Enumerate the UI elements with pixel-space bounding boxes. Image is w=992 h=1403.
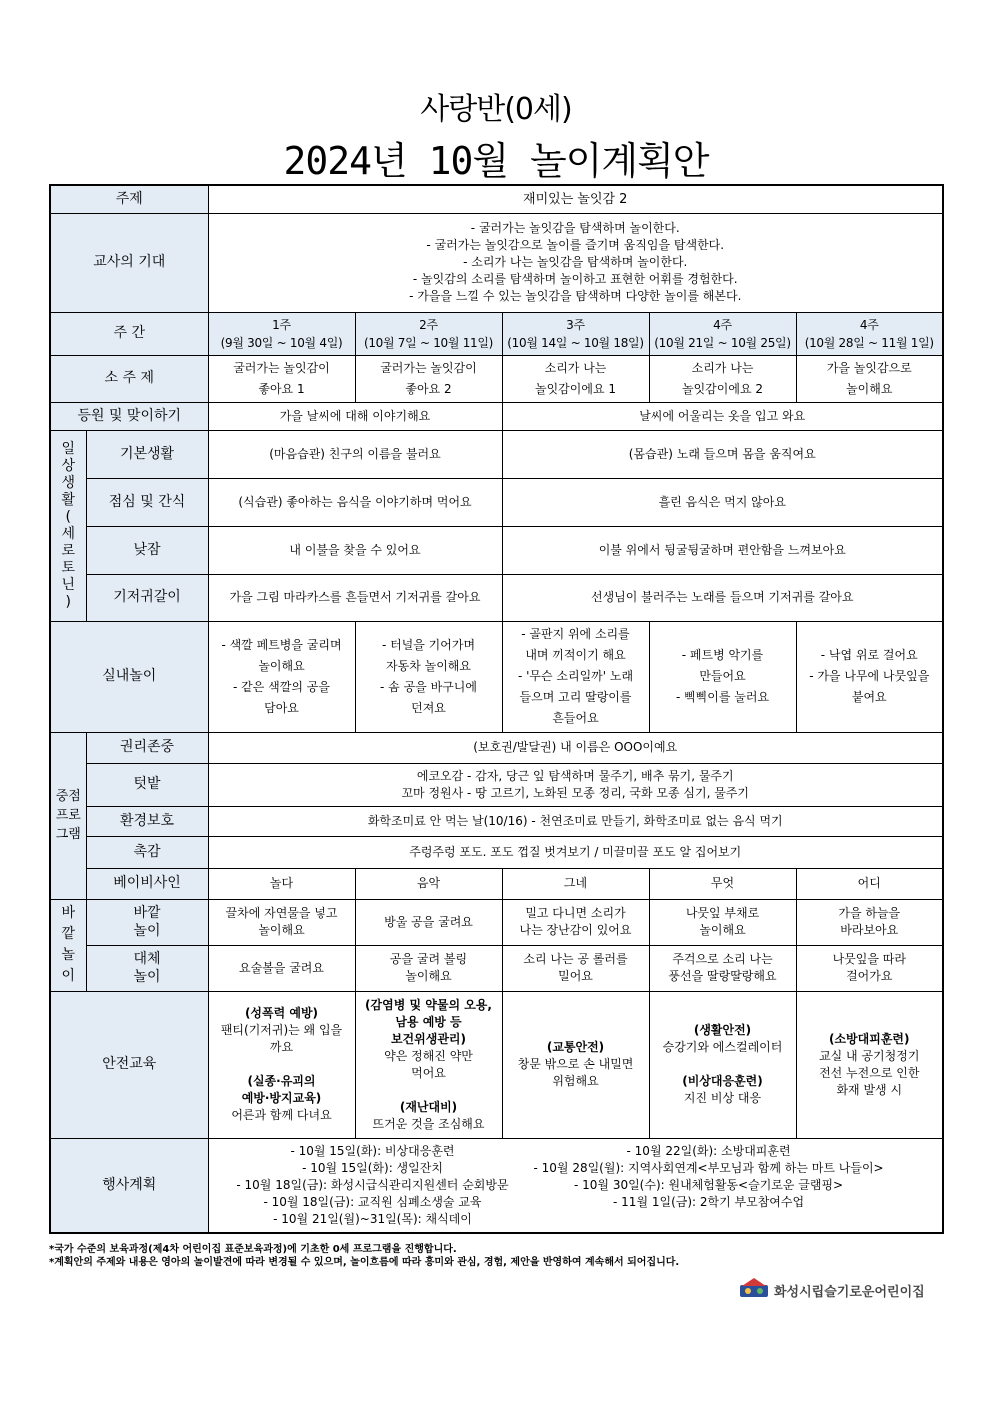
safety-cell: (생활안전) 승강기와 에스컬레이터 (비상대응훈련) 지진 비상 대응 xyxy=(649,991,796,1138)
alternative-play-cell: 소리 나는 공 롤러를 밀어요 xyxy=(502,945,649,991)
focus-group-label: 중점 프로그램 xyxy=(50,732,86,899)
event-item: - 10월 30일(수): 원내체험활동<슬기로운 글램핑> xyxy=(574,1177,844,1192)
alternative-play-cell: 요술볼을 굴려요 xyxy=(208,945,355,991)
daily-row-label: 낮잠 xyxy=(86,526,208,574)
event-item: - 10월 18일(금): 화성시급식관리지원센터 순회방문 xyxy=(236,1177,509,1192)
theme-value: 재미있는 놀잇감 2 xyxy=(208,185,943,213)
arrival-first: 가을 날씨에 대해 이야기해요 xyxy=(208,402,502,430)
alternative-play-cell: 나뭇잎을 따라 걸어가요 xyxy=(796,945,943,991)
baby-sign-label: 베이비사인 xyxy=(86,868,208,899)
school-logo xyxy=(738,1277,925,1303)
senses-value: 주렁주렁 포도. 포도 껍질 벗겨보기 / 미끌미끌 포도 알 집어보기 xyxy=(208,836,943,868)
week-header: 3주 (10월 14일 ~ 10월 18일) xyxy=(502,312,649,355)
alternative-play-cell: 주걱으로 소리 나는 풍선을 딸랑딸랑해요 xyxy=(649,945,796,991)
expectation-item: - 소리가 나는 놀잇감을 탐색하며 놀이한다. xyxy=(463,255,688,269)
outside-play-cell: 밀고 다니면 소리가 나는 장난감이 있어요 xyxy=(502,899,649,945)
weeks-label: 주 간 xyxy=(50,312,208,355)
expectation-list xyxy=(208,213,943,312)
rights-value: (보호권/발달권) 내 이름은 OOO이예요 xyxy=(208,732,943,763)
subtopic-cell: 가을 놀잇감으로 놀이해요 xyxy=(796,355,943,402)
daily-row-first: (마음습관) 친구의 이름을 불러요 xyxy=(208,430,502,478)
footnote: *국가 수준의 보육과정(제4차 어린이집 표준보육과정)에 기초한 0세 프로그램을 진행합니다. xyxy=(49,1244,457,1255)
event-item: - 10월 28일(월): 지역사회연계<부모님과 함께 하는 마트 나들이> xyxy=(533,1160,884,1175)
indoor-cell: - 색깔 페트병을 굴리며 놀이해요 - 같은 색깔의 공을 담아요 xyxy=(208,621,355,732)
week-header: 2주 (10월 7일 ~ 10월 11일) xyxy=(355,312,502,355)
outside-play-cell: 나뭇잎 부채로 놀이해요 xyxy=(649,899,796,945)
outside-play-label: 바깥 놀이 xyxy=(86,899,208,945)
daily-life-group-label: 일 상 생 활 ( 세 로 토 닌 ) xyxy=(50,430,86,621)
footnotes xyxy=(49,1243,679,1269)
daily-row-first: 내 이불을 찾을 수 있어요 xyxy=(208,526,502,574)
environment-label: 환경보호 xyxy=(86,806,208,836)
daily-row-first: (식습관) 좋아하는 음식을 이야기하며 먹어요 xyxy=(208,478,502,526)
baby-sign-cell: 음악 xyxy=(355,868,502,899)
subtopic-cell: 소리가 나는 놀잇감이에요 2 xyxy=(649,355,796,402)
garden-label: 텃밭 xyxy=(86,763,208,806)
baby-sign-cell: 그네 xyxy=(502,868,649,899)
event-item: - 10월 18일(금): 교직원 심폐소생술 교육 xyxy=(263,1194,482,1209)
subtopic-label: 소 주 제 xyxy=(50,355,208,402)
outdoor-group-label: 바 깥 놀 이 xyxy=(50,899,86,991)
school-logo-icon xyxy=(738,1277,770,1303)
safety-cell: (소방대피훈련) 교실 내 공기청정기 전선 누전으로 인한 화재 발생 시 xyxy=(796,991,943,1138)
arrival-label: 등원 및 맞이하기 xyxy=(50,402,208,430)
page-title: 2024년 10월 놀이계획안 xyxy=(283,139,709,183)
garden-value: 에코오감 - 감자, 당근 잎 탐색하며 물주기, 배추 묶기, 물주기 꼬마 정원사 - 땅 고르기, 노화된 모종 정리, 국화 모종 심기, 물주기 xyxy=(208,763,943,806)
outside-play-cell: 방울 공을 굴려요 xyxy=(355,899,502,945)
subtopic-cell: 소리가 나는 놀잇감이에요 1 xyxy=(502,355,649,402)
indoor-cell: - 페트병 악기를 만들어요 - 삑삑이를 눌러요 xyxy=(649,621,796,732)
outside-play-cell: 가을 하늘을 바라보아요 xyxy=(796,899,943,945)
expectation-label: 교사의 기대 xyxy=(50,213,208,312)
event-item: - 10월 15일(화): 비상대응훈련 xyxy=(290,1143,455,1158)
daily-row-first: 가을 그림 마라카스를 흔들면서 기저귀를 갈아요 xyxy=(208,574,502,621)
daily-row-second: 이불 위에서 뒹굴뒹굴하며 편안함을 느껴보아요 xyxy=(502,526,943,574)
subtopic-cell: 굴러가는 놀잇감이 좋아요 1 xyxy=(208,355,355,402)
safety-cell: (성폭력 예방) 팬티(기저귀)는 왜 입을 까요 (실종·유괴의 예방·방지교육) 어른과 함께 다녀요 xyxy=(208,991,355,1138)
baby-sign-cell: 무엇 xyxy=(649,868,796,899)
expectation-item: - 굴러가는 놀잇감을 탐색하며 놀이한다. xyxy=(470,221,680,235)
expectation-item: - 가을을 느낄 수 있는 놀잇감을 탐색하며 다양한 놀이를 해본다. xyxy=(409,289,742,303)
safety-label: 안전교육 xyxy=(50,991,208,1138)
plan-table xyxy=(49,184,944,1234)
event-item: - 11월 1일(금): 2학기 부모참여수업 xyxy=(613,1194,805,1209)
alternative-play-label: 대체 놀이 xyxy=(86,945,208,991)
event-item: - 10월 22일(화): 소방대피훈련 xyxy=(626,1143,791,1158)
alternative-play-cell: 공을 굴려 볼링 놀이해요 xyxy=(355,945,502,991)
event-item: - 10월 21일(월)~31일(목): 채식데이 xyxy=(273,1211,472,1226)
events-label: 행사계획 xyxy=(50,1138,208,1233)
daily-row-second: (몸습관) 노래 들으며 몸을 움직여요 xyxy=(502,430,943,478)
class-name: 사랑반(0세) xyxy=(420,92,572,127)
environment-value: 화학조미료 안 먹는 날(10/16) - 천연조미료 만들기, 화학조미료 없는 음식 먹기 xyxy=(208,806,943,836)
subtopic-cell: 굴러가는 놀잇감이 좋아요 2 xyxy=(355,355,502,402)
footnote: *계획안의 주제와 내용은 영아의 놀이발견에 따라 변경될 수 있으며, 놀이흐름에 따라 흥미와 관심, 경험, 제안을 반영하여 계속해서 되어집니다. xyxy=(49,1257,680,1268)
week-header: 4주 (10월 21일 ~ 10월 25일) xyxy=(649,312,796,355)
daily-row-second: 선생님이 불러주는 노래를 들으며 기저귀를 갈아요 xyxy=(502,574,943,621)
indoor-label: 실내놀이 xyxy=(50,621,208,732)
theme-label: 주제 xyxy=(50,185,208,213)
expectation-item: - 굴러가는 놀잇감으로 놀이를 즐기며 움직임을 탐색한다. xyxy=(426,238,725,252)
indoor-cell: - 골판지 위에 소리를 내며 끼적이기 해요 - '무슨 소리일까' 노래 들으며 고리 딸랑이를 흔들어요 xyxy=(502,621,649,732)
outside-play-cell: 끌차에 자연물을 넣고 놀이해요 xyxy=(208,899,355,945)
senses-label: 촉감 xyxy=(86,836,208,868)
indoor-cell: - 터널을 기어가며 자동차 놀이해요 - 솜 공을 바구니에 던져요 xyxy=(355,621,502,732)
expectation-item: - 놀잇감의 소리를 탐색하며 놀이하고 표현한 어휘를 경험한다. xyxy=(412,272,738,286)
indoor-cell: - 낙엽 위로 걸어요 - 가을 나무에 나뭇잎을 붙여요 xyxy=(796,621,943,732)
week-header: 1주 (9월 30일 ~ 10월 4일) xyxy=(208,312,355,355)
baby-sign-cell: 어디 xyxy=(796,868,943,899)
arrival-second: 날씨에 어울리는 옷을 입고 와요 xyxy=(502,402,943,430)
week-header: 4주 (10월 28일 ~ 11월 1일) xyxy=(796,312,943,355)
daily-row-label: 점심 및 간식 xyxy=(86,478,208,526)
safety-cell: (교통안전) 창문 밖으로 손 내밀면 위험해요 xyxy=(502,991,649,1138)
rights-label: 권리존중 xyxy=(86,732,208,763)
daily-row-label: 기본생활 xyxy=(86,430,208,478)
daily-row-label: 기저귀갈이 xyxy=(86,574,208,621)
events-list xyxy=(208,1138,943,1233)
event-item: - 10월 15일(화): 생일잔치 xyxy=(302,1160,443,1175)
school-name: 화성시립슬기로운어린이집 xyxy=(774,1284,925,1300)
baby-sign-cell: 놀다 xyxy=(208,868,355,899)
safety-cell: (감염병 및 약물의 오용, 남용 예방 등 보건위생관리) 약은 정해진 약만 먹어요 (재난대비) 뜨거운 것을 조심해요 xyxy=(355,991,502,1138)
daily-row-second: 흘린 음식은 먹지 않아요 xyxy=(502,478,943,526)
